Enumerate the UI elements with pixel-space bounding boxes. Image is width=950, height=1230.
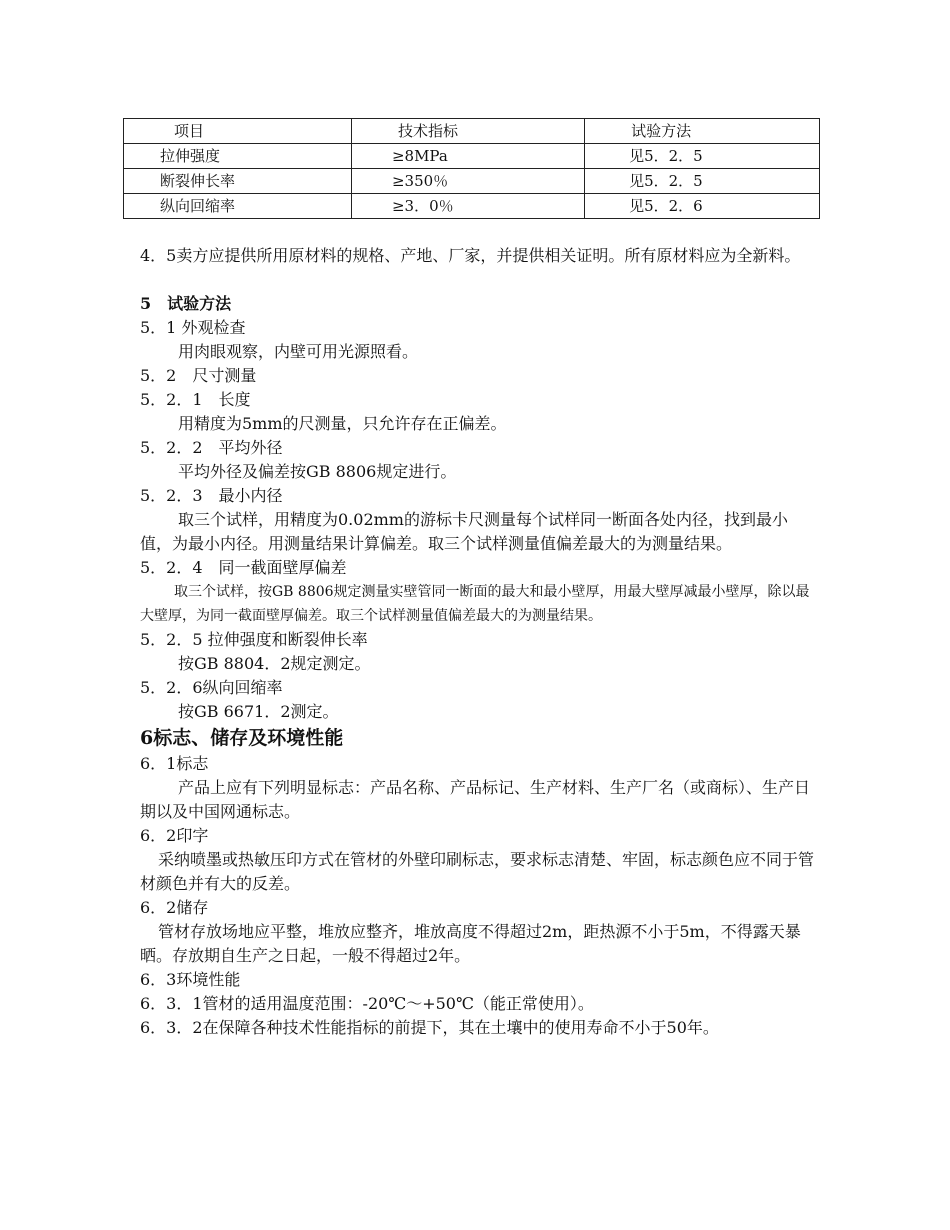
table-cell: 见5．2．5	[585, 169, 820, 194]
header-cell-method: 试验方法	[585, 119, 820, 144]
table-cell: 见5．2．6	[585, 194, 820, 219]
section-5-2-6-heading: 5．2．6纵向回缩率	[140, 678, 283, 697]
section-5-1-heading: 5．1 外观检查	[140, 318, 246, 337]
section-5-2-1-text: 用精度为5mm的尺测量，只允许存在正偏差。	[178, 414, 507, 433]
table-row	[124, 194, 820, 219]
section-5-2-1-heading: 5．2．1 长度	[140, 390, 251, 409]
section-6-2-printing-heading: 6．2印字	[140, 826, 209, 845]
section-6-1-text: 产品上应有下列明显标志：产品名称、产品标记、生产材料、生产厂名（或商标）、生产日期以及中国网通标志。	[140, 778, 811, 821]
header-cell-spec: 技术指标	[351, 119, 584, 144]
paragraph-4-5: 4．5卖方应提供所用原材料的规格、产地、厂家，并提供相关证明。所有原材料应为全新料。	[140, 246, 801, 265]
section-5-2-2-heading: 5．2．2 平均外径	[140, 438, 283, 457]
section-5-2-5-heading: 5．2．5 拉伸强度和断裂伸长率	[140, 630, 368, 649]
body-text	[140, 244, 815, 1040]
table-cell: 纵向回缩率	[124, 194, 352, 219]
table-cell: ≥8MPa	[351, 144, 584, 169]
section-5-2-2-text: 平均外径及偏差按GB 8806规定进行。	[178, 462, 457, 481]
section-5-2-4-heading: 5．2．4 同一截面壁厚偏差	[140, 558, 347, 577]
section-5-1-text: 用肉眼观察，内壁可用光源照看。	[178, 342, 419, 361]
section-6-3-2-text: 6．3．2在保障各种技术性能指标的前提下，其在土壤中的使用寿命不小于50年。	[140, 1018, 719, 1037]
section-5-2-4-text: 取三个试样，按GB 8806规定测量实壁管同一断面的最大和最小壁厚，用最大壁厚减最小壁厚，除以最大壁厚，为同一截面壁厚偏差。取三个试样测量值偏差最大的为测量结果。	[140, 584, 810, 624]
table-cell: 拉伸强度	[124, 144, 352, 169]
table-cell: 断裂伸长率	[124, 169, 352, 194]
table-row	[124, 144, 820, 169]
table-cell: ≥3．0％	[351, 194, 584, 219]
section-6-3-heading: 6．3环境性能	[140, 970, 241, 989]
spacer	[140, 268, 815, 292]
section-5-heading: 5 试验方法	[140, 294, 232, 313]
table-header-row	[124, 119, 820, 144]
section-5-2-3-heading: 5．2．3 最小内径	[140, 486, 283, 505]
table-cell: 见5．2．5	[585, 144, 820, 169]
section-6-2-storage-heading: 6．2储存	[140, 898, 209, 917]
header-cell-item: 项目	[124, 119, 352, 144]
section-5-2-heading: 5．2 尺寸测量	[140, 366, 257, 385]
section-6-3-1-text: 6．3．1管材的适用温度范围：-20℃～+50℃（能正常使用）。	[140, 994, 594, 1013]
table-row	[124, 169, 820, 194]
section-5-2-5-text: 按GB 8804．2规定测定。	[178, 654, 371, 673]
section-5-2-6-text: 按GB 6671．2测定。	[178, 702, 339, 721]
section-6-heading: 6标志、储存及环境性能	[140, 727, 344, 749]
section-6-1-heading: 6．1标志	[140, 754, 209, 773]
section-5-2-3-text: 取三个试样，用精度为0.02mm的游标卡尺测量每个试样同一断面各处内径，找到最小值，为最小内径。用测量结果计算偏差。取三个试样测量值偏差最大的为测量结果。	[140, 510, 788, 553]
section-6-2-printing-text: 采纳喷墨或热敏压印方式在管材的外壁印刷标志，要求标志清楚、牢固，标志颜色应不同于管材颜色并有大的反差。	[140, 850, 815, 893]
table-cell: ≥350％	[351, 169, 584, 194]
spec-table	[123, 118, 820, 219]
section-6-2-storage-text: 管材存放场地应平整，堆放应整齐，堆放高度不得超过2m，距热源不小于5m，不得露天暴晒。存放期自生产之日起，一般不得超过2年。	[140, 922, 801, 965]
